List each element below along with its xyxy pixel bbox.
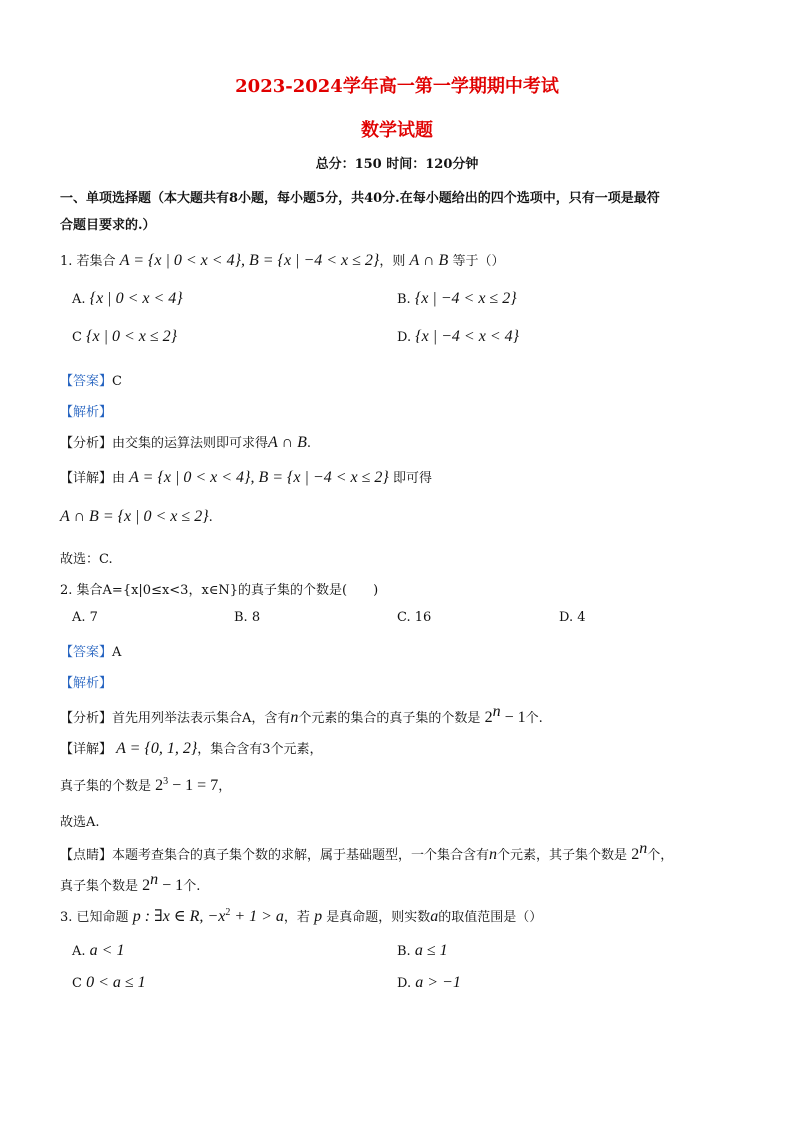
q2-choose: 故选A.	[60, 815, 100, 830]
q2-note-line2	[60, 871, 200, 895]
q1-option-b-text: {x | −4 < x ≤ 2}	[414, 290, 517, 307]
exam-subtitle: 数学试题	[361, 120, 433, 141]
q1-detail-expr: A = {x | 0 < x < 4}, B = {x | −4 < x ≤ 2}	[129, 469, 389, 486]
q3-option-b	[397, 942, 448, 960]
q3-mid2: 是真命题，则实数	[326, 910, 431, 925]
q1-choose: 故选：C.	[60, 552, 113, 567]
q2-note-exp: n	[639, 840, 648, 857]
q1-option-b-label: B.	[397, 292, 411, 307]
q3-option-a	[72, 942, 124, 960]
q3-option-a-label: A.	[72, 944, 86, 959]
q2-option-b: B. 8	[234, 610, 261, 625]
q1-answer	[60, 370, 122, 389]
q3-a: a	[430, 908, 439, 925]
q2-fenxi-minus: − 1	[500, 709, 526, 726]
q1-expr: A ∩ B	[409, 252, 449, 269]
q3-mid: ，若	[283, 910, 310, 925]
q2-note2-pre: 真子集个数是	[60, 879, 139, 894]
q3-option-a-text: a < 1	[89, 942, 125, 959]
q1-fenxi-tag: 【分析】	[60, 436, 113, 451]
q2-detail-expr: A = {0, 1, 2}	[116, 740, 198, 757]
q1-post: ，则	[379, 254, 406, 269]
q2-detail-post: ，集合含有3个元素，	[197, 742, 323, 757]
q1-result-end: .	[208, 510, 213, 525]
q2-detail-tag: 【详解】	[60, 742, 113, 757]
exam-meta: 总分：150 时间：120分钟	[315, 157, 479, 172]
section-heading-line2: 合题目要求的.）	[60, 218, 156, 233]
q2-note-tag: 【点睛】	[60, 848, 113, 863]
q2-option-a: A. 7	[72, 610, 98, 625]
q3-tail: 的取值范围是（）	[438, 910, 543, 925]
q3-pre: 已知命题	[76, 910, 129, 925]
q1-option-d-text: {x | −4 < x < 4}	[415, 328, 520, 345]
q2-detail	[60, 738, 323, 758]
question-2: 2. 集合A={x|0≤x<3，x∈N}的真子集的个数是( )	[60, 583, 379, 598]
q2-note2-end: 个.	[183, 879, 201, 894]
q1-sets: A = {x | 0 < x < 4}, B = {x | −4 < x ≤ 2}	[119, 252, 380, 269]
q2-count	[60, 775, 231, 795]
q2-count-exp: 3	[163, 776, 169, 787]
q1-option-c	[72, 328, 177, 346]
q1-option-a-label: A.	[72, 292, 86, 307]
q2-note-n: n	[489, 846, 498, 863]
q1-fenxi-end: .	[306, 436, 311, 451]
q1-detail-tag: 【详解】	[60, 471, 113, 486]
section-heading-line1: 一、单项选择题（本大题共有8小题，每小题5分，共40分.在每小题给出的四个选项中，只有一项是最符	[60, 191, 660, 206]
q3-option-c-label: C	[72, 976, 82, 991]
q2-count-end: ，	[218, 779, 232, 794]
q3-prop-exp: 2	[225, 907, 231, 918]
q3-option-d-label: D.	[397, 976, 412, 991]
q3-number: 3.	[60, 910, 73, 925]
q2-note2-exp: n	[150, 871, 159, 888]
q2-count-formula	[155, 777, 218, 794]
q2-note2-base: 2	[142, 877, 151, 894]
q2-fenxi-base: 2	[484, 709, 493, 726]
q2-note	[60, 840, 673, 864]
q3-option-d	[397, 974, 461, 992]
q3-prop-part2: + 1 > a	[230, 908, 284, 925]
q1-option-b	[397, 290, 517, 308]
q1-result-expr: A ∩ B = {x | 0 < x ≤ 2}	[60, 508, 209, 525]
q1-fenxi	[60, 432, 311, 452]
q2-analysis-tag: 【解析】	[60, 676, 113, 691]
q1-fenxi-text: 由交集的运算法则即可求得	[112, 436, 269, 451]
q2-note-end: 个，	[647, 848, 674, 863]
q2-note-mid: 个元素，其子集个数是	[497, 848, 628, 863]
q1-answer-value: C	[112, 374, 122, 389]
q2-note2-formula	[142, 871, 184, 894]
q2-count-base: 2	[155, 777, 164, 794]
q2-analysis	[60, 672, 112, 691]
q2-note-pre: 本题考查集合的真子集个数的求解，属于基础题型，一个集合含有	[112, 848, 490, 863]
q2-answer-tag: 【答案】	[60, 645, 113, 660]
q3-prop-part1: p : ∃x ∈ R, −x	[132, 908, 226, 925]
q1-fenxi-expr: A ∩ B	[268, 434, 307, 451]
q2-note-base: 2	[631, 846, 640, 863]
question-3	[60, 906, 542, 926]
q1-analysis-tag: 【解析】	[60, 405, 113, 420]
q2-fenxi-tag: 【分析】	[60, 711, 113, 726]
q1-result	[60, 508, 213, 526]
q1-detail-pre: 由	[112, 471, 126, 486]
q3-option-b-label: B.	[397, 944, 411, 959]
q2-answer-value: A	[112, 645, 122, 660]
q2-fenxi-exp: n	[492, 703, 501, 720]
q1-pre: 若集合	[76, 254, 116, 269]
q3-option-d-text: a > −1	[415, 974, 461, 991]
q1-option-d-label: D.	[397, 330, 412, 345]
q2-fenxi-formula	[484, 703, 526, 726]
question-1	[60, 250, 504, 270]
q2-option-d: D. 4	[559, 610, 586, 625]
q2-option-c: C. 16	[397, 610, 432, 625]
q1-answer-tag: 【答案】	[60, 374, 113, 389]
q2-count-rest: − 1 = 7	[168, 777, 219, 794]
q2-fenxi-pre: 首先用列举法表示集合A，含有	[112, 711, 291, 726]
q1-analysis	[60, 401, 112, 420]
q3-option-b-text: a ≤ 1	[414, 942, 448, 959]
q3-proposition	[133, 908, 284, 925]
q2-fenxi	[60, 703, 543, 727]
q2-note2-minus: − 1	[158, 877, 184, 894]
q3-p: p	[314, 908, 323, 925]
q1-number: 1.	[60, 254, 73, 269]
q2-fenxi-n: n	[290, 709, 299, 726]
q2-note-formula	[631, 840, 648, 863]
q1-option-c-text: {x | 0 < x ≤ 2}	[86, 328, 178, 345]
q2-count-pre: 真子集的个数是	[60, 779, 152, 794]
exam-title: 2023-2024学年高一第一学期期中考试	[235, 76, 559, 97]
q2-fenxi-end: 个.	[525, 711, 543, 726]
q1-detail-post: 即可得	[392, 471, 432, 486]
q1-option-a	[72, 290, 183, 308]
q1-option-d	[397, 328, 519, 346]
q1-tail: 等于（）	[452, 254, 505, 269]
q2-answer	[60, 641, 121, 660]
q2-fenxi-mid: 个元素的集合的真子集的个数是	[298, 711, 481, 726]
q3-option-c-text: 0 < a ≤ 1	[86, 974, 146, 991]
q1-option-c-label: C	[72, 330, 82, 345]
q1-option-a-text: {x | 0 < x < 4}	[89, 290, 183, 307]
q1-detail	[60, 467, 432, 487]
q3-option-c	[72, 974, 146, 992]
